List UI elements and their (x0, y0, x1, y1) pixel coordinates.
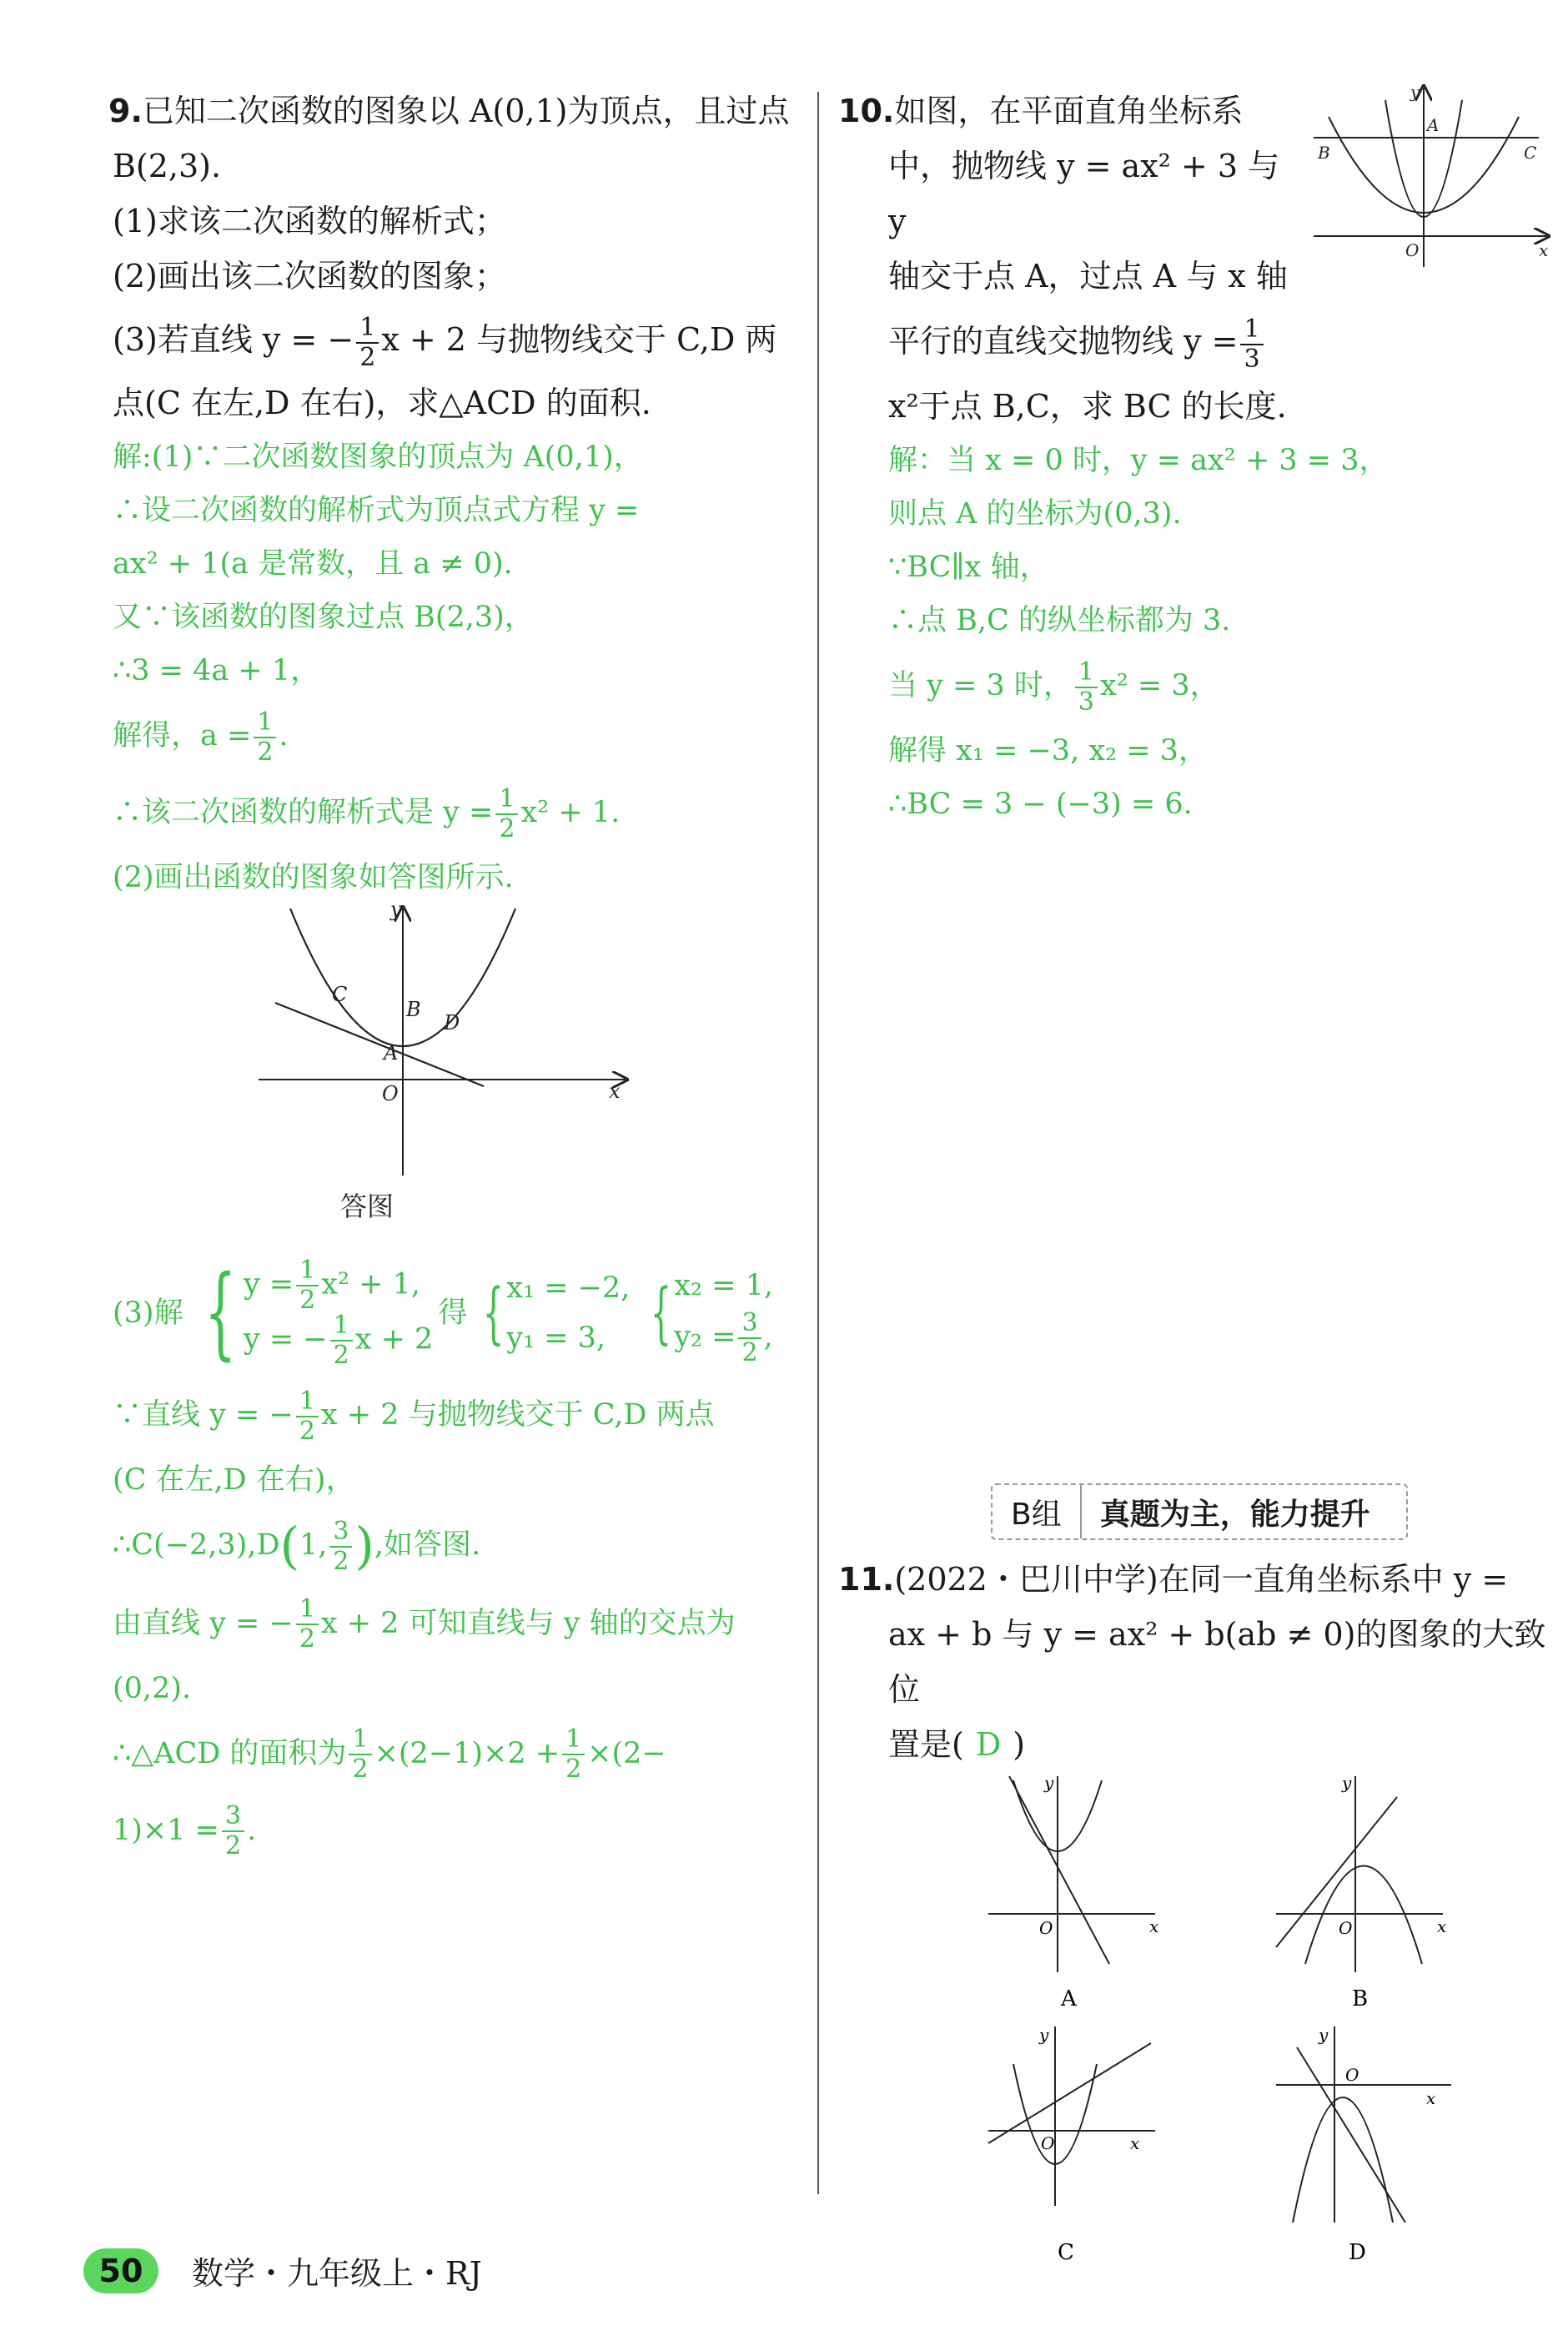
origin-label: O (1405, 240, 1420, 260)
fraction: $\frac{1}{2}$ (296, 1597, 319, 1652)
q11-options (838, 1772, 1555, 2289)
book-title: 数学・九年级上・RJ (192, 2255, 482, 2292)
svg-text:x: x (1130, 2133, 1140, 2153)
page-number: 50 (83, 2248, 158, 2293)
q9-system: (3)解 { y = $\frac{1}{2}$ x² + 1, y = − $\frac{1}{2}$ x + 2 得 { x₁ = −2, y₁ = 3, { x₂ = 1, y₂ = $\frac{3}{2}$ , (113, 1255, 773, 1371)
point-c-label: C (1524, 143, 1537, 163)
question-10 (838, 83, 1555, 831)
svg-text:O: O (1339, 1918, 1353, 1938)
option-a-graph (984, 1772, 1168, 2014)
option-b-label: B (1352, 1986, 1369, 2011)
svg-text:x: x (1437, 1916, 1447, 1936)
y-axis-label: y (1410, 82, 1420, 102)
svg-text:x: x (1426, 2088, 1436, 2108)
fraction: $\frac{1}{2}$ (562, 1727, 585, 1782)
point-b-label: B (1318, 143, 1330, 163)
fraction: $\frac{1}{2}$ (296, 1389, 319, 1444)
point-c-label: C (332, 983, 348, 1006)
option-b-graph (1272, 1772, 1455, 2014)
option-d-graph (1272, 2022, 1464, 2264)
x-axis-label: x (1539, 240, 1549, 260)
fraction: $\frac{1}{2}$ (330, 1313, 353, 1368)
fraction: $\frac{3}{2}$ (738, 1311, 761, 1366)
svg-text:y: y (1342, 1773, 1352, 1793)
option-a-label: A (1061, 1986, 1077, 2011)
option-c-graph (984, 2022, 1168, 2264)
fraction: $\frac{1}{2}$ (296, 1258, 319, 1313)
svg-text:O: O (1345, 2065, 1359, 2085)
fraction: $\frac{3}{2}$ (222, 1804, 244, 1859)
origin-label: O (382, 1082, 399, 1105)
question-11: 11.(2022・巴川中学)在同一直角坐标系中 y = ax + b 与 y = ax² + b(ab ≠ 0)的图象的大致位 置是( D ) y x O A y x O B y x O C y x O D (838, 1552, 1555, 2289)
q9-graph (250, 904, 634, 1180)
q11-answer: D (975, 1726, 1002, 1763)
column-divider (817, 92, 819, 2194)
q9-solution: 解:(1)∵二次函数图象的顶点为 A(0,1)， ∴设二次函数的解析式为顶点式方程 y = ax² + 1(a 是常数，且 a ≠ 0). 又∵该函数的图象过点 B(2,3)， ∴3 = 4a + 1， 解得，a = $\frac{1}{2}$ . ∴该二次函数的解析式是 y = $\frac{1}{2}$ x² + 1. (2)画出函数的图象如答图所示. y x O A B C D 答图 (3)解 { y = $\frac{1}{2}$ x² + 1, y = − $\frac{1}{2}$ x + 2 得 { x₁ = −2, y₁ = 3, { x₂ = 1, y₂ = $\frac{3}{2}$ , ∵直线 y = − $\frac{1}{2}$ x + 2 与抛物线交于 C,D 两点 (C 在左,D 在右)， ∴C(−2,3),D(1, $\frac{3}{2}$ ),如答图. 由直线 y = − $\frac{1}{2}$ x + 2 可知直线与 y 轴的交点为 (0,2). ∴△ACD 的面积为 $\frac{1}{2}$ ×(2−1)×2 + $\frac{1}{2}$ ×(2− 1)×1 = $\frac{3}{2}$ . (108, 430, 801, 1869)
figure-caption: 答图 (339, 1191, 394, 1222)
section-tag: B组 (993, 1485, 1082, 1538)
fraction: $\frac{1}{2}$ (495, 787, 518, 842)
option-c-label: C (1058, 2240, 1074, 2264)
x-axis-label: x (609, 1080, 621, 1103)
question-9 (108, 83, 801, 1869)
point-a-label: A (384, 1041, 399, 1065)
section-header-b (991, 1483, 1408, 1540)
q11-number: 11. (838, 1561, 895, 1598)
q9-answer-figure (250, 904, 634, 1233)
fraction: $\frac{3}{2}$ (329, 1519, 352, 1574)
fraction: $\frac{1}{2}$ (356, 315, 379, 370)
svg-text:O: O (1039, 1918, 1053, 1938)
svg-text:y: y (1044, 1773, 1054, 1793)
q10-graph (1305, 79, 1555, 271)
page-footer (83, 2248, 482, 2293)
option-d-label: D (1349, 2240, 1366, 2264)
q10-text: 10.如图，在平面直角坐标系 中，抛物线 y = ax² + 3 与 y 轴交于点 A，过点 A 与 x 轴 平行的直线交抛物线 y = $\frac{1}{3}$ x²于点 B,C，求 BC 的长度. (838, 93, 1288, 425)
fraction: $\frac{1}{3}$ (1075, 660, 1098, 715)
fraction: $\frac{1}{2}$ (254, 710, 276, 765)
fraction: $\frac{1}{2}$ (349, 1727, 371, 1782)
point-b-label: B (406, 998, 421, 1021)
svg-text:x: x (1149, 1916, 1159, 1936)
point-a-label: A (1427, 115, 1440, 135)
svg-text:y: y (1319, 2025, 1329, 2045)
svg-text:O: O (1041, 2133, 1055, 2153)
q10-number: 10. (838, 93, 895, 129)
y-axis-label: y (390, 904, 402, 921)
q9-number: 9. (108, 93, 143, 129)
q9-text: 9.已知二次函数的图象以 A(0,1)为顶点，且过点 B(2,3). (1)求该二次函数的解析式； (2)画出该二次函数的图象； (3)若直线 y = − $\frac{1}{2}$ x + 2 与抛物线交于 C,D 两 点(C 在左,D 在右)，求△ACD 的面积. (108, 93, 790, 421)
point-d-label: D (444, 1011, 460, 1035)
svg-text:y: y (1039, 2025, 1049, 2045)
q10-solution: 解：当 x = 0 时，y = ax² + 3 = 3， 则点 A 的坐标为(0,3). ∵BC∥x 轴， ∴点 B,C 的纵坐标都为 3. 当 y = 3 时， $\frac{1}{3}$ x² = 3， 解得 x₁ = −3, x₂ = 3， ∴BC = 3 − (−3) = 6. (888, 444, 1389, 821)
section-title: 真题为主，能力提升 (1099, 1497, 1370, 1532)
fraction: $\frac{1}{3}$ (1240, 317, 1263, 372)
